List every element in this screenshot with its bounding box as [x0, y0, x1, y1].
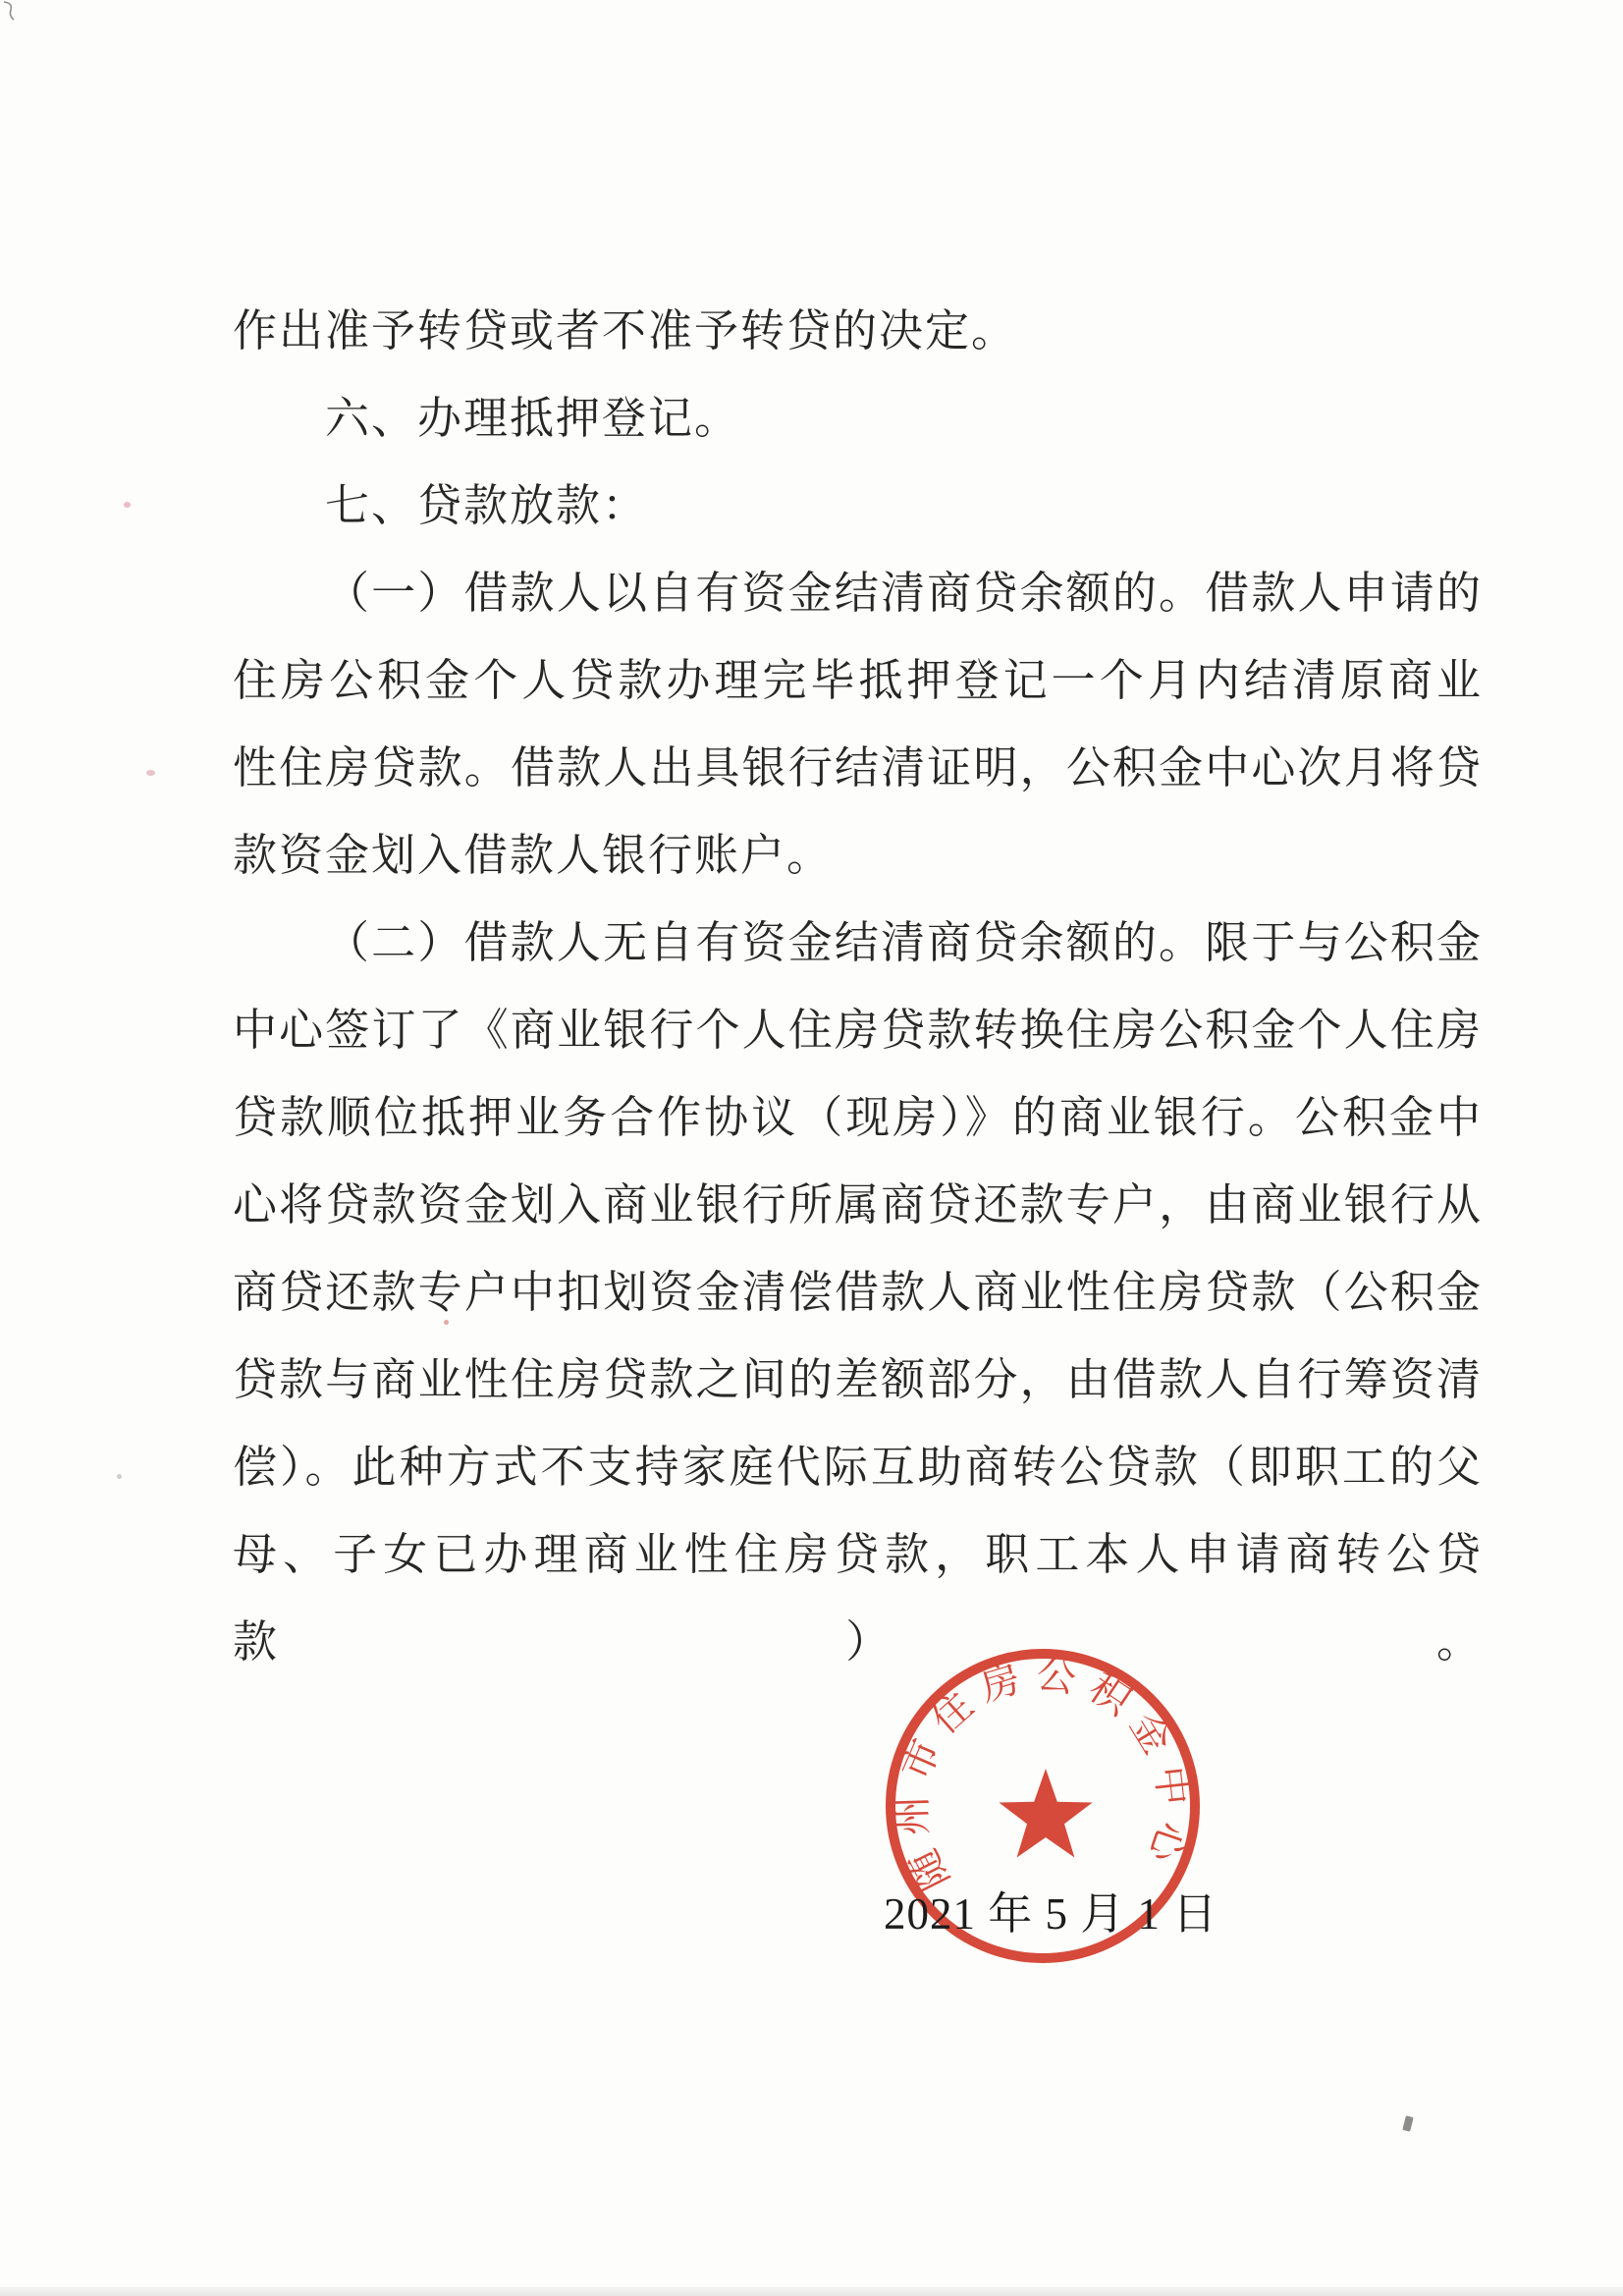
text-line: 心将贷款资金划入商业银行所属商贷还款专户，由商业银行从	[233, 1180, 1483, 1230]
seal-ring-text: 随州市住房公积金中心	[890, 1651, 1197, 1897]
scan-artifact	[0, 0, 16, 22]
text-line: 性住房贷款。借款人出具银行结清证明，公积金中心次月将贷	[233, 743, 1483, 793]
text-line: 六、办理抵押登记。	[325, 394, 741, 443]
seal-star-icon	[999, 1769, 1092, 1858]
text-line: 款资金划入借款人银行账户。	[233, 831, 834, 880]
text-line: 母、子女已办理商业性住房贷款，职工本人申请商转公贷款）。	[233, 1530, 1483, 1667]
text-line: 住房公积金个人贷款办理完毕抵押登记一个月内结清原商业	[233, 656, 1483, 705]
text-line: （二）借款人无自有资金结清商贷余额的。限于与公积金	[325, 918, 1483, 967]
scan-artifact	[146, 770, 155, 776]
text-line: 偿）。此种方式不支持家庭代际互助商转公贷款（即职工的父	[233, 1443, 1483, 1492]
text-line: 贷款顺位抵押业务合作协议（现房）》的商业银行。公积金中	[233, 1093, 1483, 1142]
document-date: 2021 年 5 月 1 日	[884, 1889, 1218, 1939]
text-line: （一）借款人以自有资金结清商贷余额的。借款人申请的	[325, 569, 1483, 618]
text-line: 商贷还款专户中扣划资金清偿借款人商业性住房贷款（公积金	[233, 1268, 1483, 1317]
text-line: 贷款与商业性住房贷款之间的差额部分，由借款人自行筹资清	[233, 1355, 1483, 1404]
scan-edge-shadow	[0, 2287, 1623, 2296]
document-body	[233, 288, 1483, 1686]
scan-artifact	[117, 1474, 122, 1479]
text-line: 作出准予转贷或者不准予转贷的决定。	[233, 306, 1018, 355]
text-line: 中心签订了《商业银行个人住房贷款转换住房公积金个人住房	[233, 1006, 1483, 1055]
text-line: 七、贷款放款：	[325, 481, 649, 530]
scan-artifact	[124, 502, 131, 508]
scan-artifact	[1402, 2115, 1413, 2131]
